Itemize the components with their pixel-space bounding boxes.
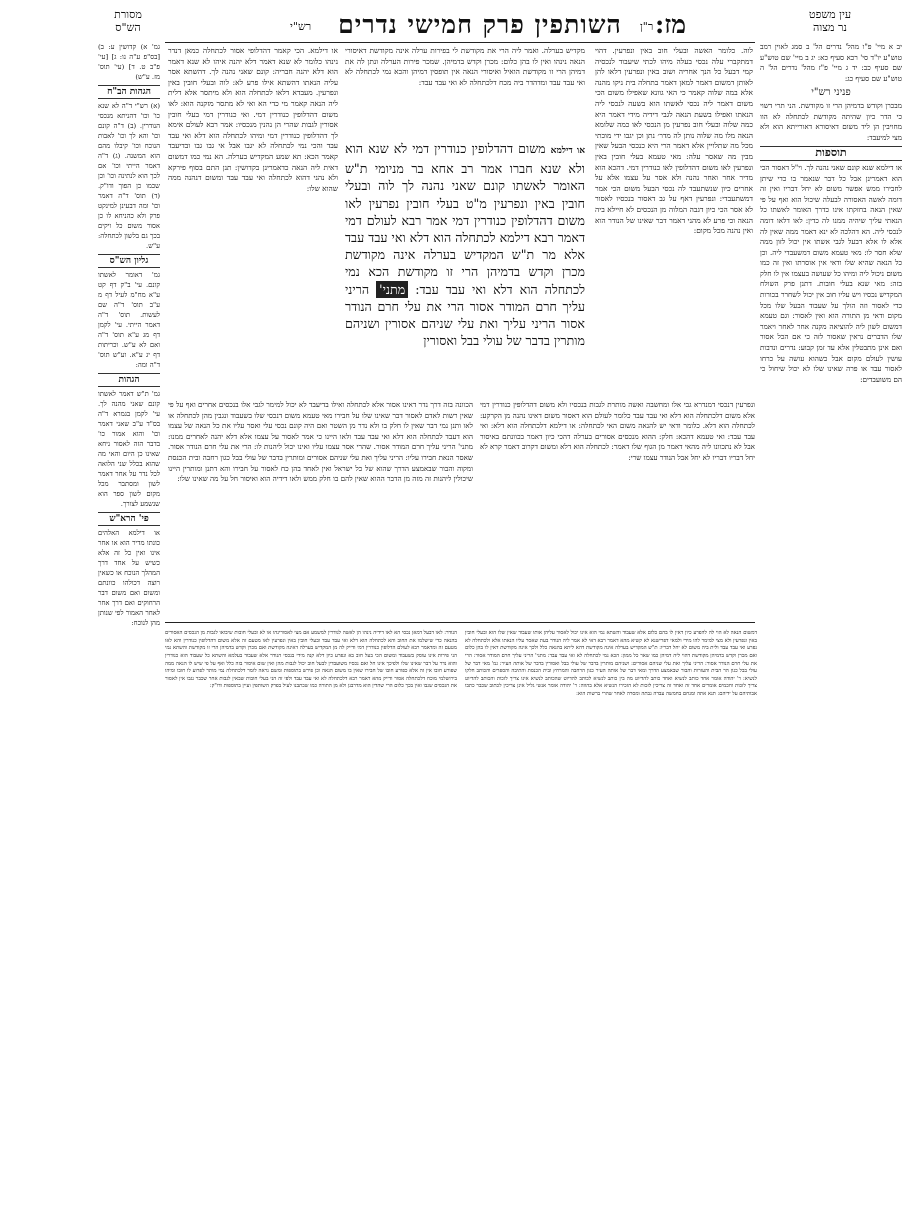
rashi-text-3: מקדיש בערלה. ואמר ליה הרי את מקודשת לי בפירות ערלה אינה מקודשת דאיסורי הנאה נינהו ואין לו בהן כלום: מכרן וקדש בדמיהן. שמכר פירות הערלה ונתן לה את דמיהן הרי זו מקודשת הואיל ואיסורי הנאה אין תופסין דמיהן והכא נמי לכתחלה לא ואי עבד עבד ומדהדר ביה מכח דלכתחלה לא ואי עבד עבד:: [345, 46, 585, 87]
gemara-opener: או דילמא: [550, 146, 585, 156]
hagahot-title: הגהות: [98, 373, 160, 387]
pirush-title: פי' הרא"ש: [98, 512, 160, 526]
hagahot-habach-text: (א) רש"י ד"ה לא שנא כו' וכו' דהניתא מנכסי הנודרין. (ב) ד"ה קונם וכו' והא לך וכו' לאבות הנוכח וכו' קיבלו מהם הוא המשנה. (ג) ד"ה דאמר הייתי וכו' אם לכך הוא לנתינה וכו' וכן שכמו כן הפוך ודו"ק. (ד) תוס' ד"ה דאמר וכו' ומה דבעינן למינקט פרק ולא כהניחא לו כן אסור משום כל ויקים בכך גם בלשון לכתחלה: ע"ש.: [98, 102, 160, 250]
gemara-text-b: הריני עליך חרם המודר אסור הרי את עלי חרם הנודר אסור הריני עליך ואת עלי שניהם אסורין ושניהם מותרין בדבר של עולי בבל ואסורין: [345, 281, 585, 349]
page-number: מז:: [655, 10, 687, 39]
ein-mishpat-text: יב א מיי' פ"ו מהל' נדרים הל' ב סמג לאוין רמב טוש"ע יו"ד סי' רכא סעיף כא: יג ב מיי' שם טוש"ע שם סעיף כב: יד ג מיי' פ"ז מהל' נדרים הל' ה טוש"ע שם סעיף כג:: [760, 42, 902, 83]
ein-mishpat-header: עין משפט נר מצוה: [808, 8, 852, 34]
gemara-text: [345, 140, 585, 398]
header-divider: [165, 42, 755, 43]
mishna-marker: מתני': [376, 281, 408, 298]
pninei-rashi-title: פניני רש"י: [811, 87, 851, 99]
rashi-continuation: [345, 46, 585, 138]
rashi-lower: [480, 400, 755, 620]
rashi-text-2: ונפרעין דנכסי דמנדרא גבי אלו ומחשבה ואשה מותרת לגבות בנכסיו ולא משום דהדלופין כנודרין דמי אלא משום דלכתחלה הוא דלא ואי עבד עבד כלומר לעולם הוא דאסור משום דאינו נהנה מן הקרקע: לכתחלה הוא דלא. כלומר ודאי יש להנאה משום האי לכתחלה: או דילמא דלכתחלה הוא דלא: ואי עבד עבד: ואי טעמא דהכא: חלק: ההוא מנכסים אסורים בערלה דהכי כיון דאמר בכוונתם באיסור אבל לא נתכוונו ליה מהאי דאמר מן הגוף שלו דאמר: לכתחלה הוא דלא ומשום דקרוב דאמר קרא לא יחל דבריו דבריו לא יחל אבל הנודר עצמו שרי:: [480, 400, 755, 462]
rashi-header-label: רש"י: [290, 20, 312, 33]
ran-text-2: הכוונה בזה דרך נדר דאינו אסור אלא לכתחלה ואילו בדיעבד לא יכול למימר לגבי אלו בנכסים אחרים ואף על פי שאין רשות לאדם לאסור דבר שאינו שלו על חבירו מאי טעמא משום דנכסי שלו בשעבוד ונגבין מהן לכתחלה או לאו ותנן נמי דבר שאין לו חלק בו ולא נדר מן השטר ואם היה קונם נכסי עלי ואסר עליו את כל הנאה של עצמו הוא דעבד לכתחלה הוא דלא ואי עבד עבד ולאו היינו כי אמר לאסור על עצמו אלא דלא יהנה לאחרים ממנו: מתני' הריני עליך חרם המודר אסור. שהרי אסר עצמו עליו ואינו יכול ליהנות לו: הרי את עלי חרם הנודר אסור. שאסר הנאת חבירו עליו: הריני עליך ואת עלי שניהם אסורים ומותרין בדבר של עולי בבל כגון רחבה ובית הכנסת ומקוה והבור שבאמצע הדרך שהוא של כל ישראל ואין לאחד בהן כח לאסור על חבירו והא דתנן ומותרין היינו שיכולין ליהנות זה מזה מן הדבר ההוא שאין להם בו חלק ממש ולאו דידיה הוא ואיסור חל על מה שאינו שלו:: [168, 400, 473, 484]
gilyon-text: גמ' דאומר לאשתו קונם. עי' ב"ק דף קט ע"א מח"מ לעיל דף מ ע"ב תוס' ד"ה שם לעשות. תוס' ד"ה דאמר הייתי. עי' לקמן דף מג ע"א תוס' ד"ה ואם לא ע"ש. וכריתות דף יג ע"א. וע"ש תוס' ד"ה ומה:: [98, 271, 160, 369]
bottom-text-left: הנודר: לאו דבעל דמאן נכסי הא לאו דידיה נינהו הן לאשה לנודרין למשמע אם מצי לאסורינהו או לא ובעלי חובות שיבואו לגבות מן הנכסים האסורים בהנאה כדי שישלמו את החוב והא לכתחלה הוא דלא ואי עבד עבד ובעלי חובין באין ונפרעין לאו מטעם זה אלא משום דהדלופין כנודרין והא לאו מטעם זה ומדאמר רבא לעולם הדלופין כנודרין דמי ודייק לה מן המקדיש בערלה דאינה מקודשת ואם מכרן וקדש בדמיהן הרי זו מקודשת והשתא נמי הני פירות אינו עוסק בשעבוד ומשום הכי בעל חוב בא ונפרע כיון דלא קנה מידי בנכסי הנודר אלא שעבוד בעלמא והשתא כל שעבוד הוא כנודרין והוא נדר על דבר שאינו שלו ולפיכך אינו חל ואם נכסיו משועבדין לבעל חוב יכול לגבות מהן ואין שום איסור בזה כלל ואף על פי שיש לו הנאה ממה שפורע חובו אין זה אלא כפורע חובו של חבירו שאין בו משום הנאה וכן פירש בתוספות ומשם נראה לומר דלכתחלה נמי מותר לפרוע לו חובו ומיהו בירושלמי מוכח דלכתחלה אסור ודייק מהא דאמר רבא דלכתחלה לא ואי עבד עבד ולפי זה הני בעלי חובות שבאין לגבות אחר שכבר נגבו אין לאסור את הנכסים שגבו ואין בכך כלום הרי שהדין הוא מדרבנן ולא מן התורה כמו שכתבנו לעיל בפרק השותפין ועיין בתוספות ודו"ק:: [165, 630, 457, 690]
ran-text-1: או דילמא. הכי קאמר דהדלופי אסור לכתחלה כמאן דנדר נינהו כלומר לא שנא דאמר דלא יהנה איהו לא שנא דאמר הוא דלא יהנה חבריה: קונם שאני נהנה לך. דהשתא אסר עליה הנאתו דהשתא אילו פרע לא: לוה ובעלי חובין באין ונפרעין. מעבדא דלאו לכתחלה הוא ולא מיתסר אלא דלית ליה הנאה קאמר מי כדי הא ואי לא מתסר מזקנה הוא: לאו משום דהדלופין כנודרין דמי. ואי כנודרין דמי בעלי חובין אסורין לגבות שהרי הן נהנין מנכסיו: אמר רבא לעולם אימא לך דהדלופין כנודרין דמי ומיהו לכתחלה הוא דלא ואי עבד עבד והכי נמי לכתחלה לא יגבו אבל אי גבו גבו ובדיעבד קאמר הכא: תא שמע המקדיש בערלה. הא נמי כמו דמשום דאית ליה הנאה כדאמרינן בקדושין: תנן התם בסוף פירקא ולא נהני דהוא לכתחלה ואי עבד עבד ומשום דנהנה ממה שהוא שלו:: [168, 46, 338, 193]
bottom-commentary-left: [165, 625, 457, 1215]
tosafot-text: או דילמא שנא קונם שאני נהנה לך. וי"ל דאסור הכי הוא דאמרינן אבל כל דבר שנאמר בו כדי שיתן לחבירו ממש אפשר משום לא יחל דבריו ואין זה דומה לאשה האסורה לבעלה שיכול הוא ואף על פי שאין הנאה בחזקתו אינו כדרך האומר לאשתו כל הנאתי עליך שיהיה ממנו לה כדין: לאו דלאו דומה לנכסי ליה. הא דהלכה לא ינא דאמר ממה שאין לה אלא לו אלא דבעל לגבי אשתו אין יכול לזון ממה שלא חסר לו: מאי טעמא משום דמשעבדי ליה. וכן כל הנאה שהיא שלו ודאי אין אוסרתו ואין זה כמו משום ניכול ליה ומיהו כל שעושה בעצמו אין לו חלק בזה: מאי שנא בעלי חובות. דתנן פרק השולח המקדיש נכסיו ויש עליו חוב אין יכול לשחרר בכורות כדי לאסור וזה הולך על שעבוד הבעל שלו מכל מקום ודאי מן התורה הוא ואין לאסור: וגם טעמא דמשום לשון ליה להוציאה מקנה אחר לאחר ויאמר שלו הדברים נראין שאסור לזה כי אם הכל אסור ואם אינן מתבטלין אלא עד זמן קבוע: נדרים ונדבות עושין לעולם מקום אבל כשהוא עושה על כרחו לאסור עבד או פרה שאינו שלו לא יכול שיחול כי הם משועבדים:: [760, 162, 902, 384]
bottom-text-right: דמשום הנאה לא הוי לה להפרע כיון דאין לו בהם כלום אלא שעבוד והשתא נמי הוא אינו יכול לאסור עליהן אותו שעבוד שאין שלו הוא ובעלי חובין באין ונפרעין ולא מצי למימר להו מידי ולמאי דפרישנא לא קשיא מהא דאמר רבא דאי לא אמר ליה הנודר בעת שאסר עליו הנאתו אלא ולכתחלה לא נפרע ואי עבד עבד ולית ביה משום לא יחל דבריו: ת"ש המקדיש בערלה אינה מקודשת דהא ליתא בהנאה כלל ולכך אינה מקודשת דאין לו בהן כלום ואם מכרן וקדש בדמיהן מקודשת דהוי ליה דמיהן כמו שאר כל ממון: הכא נמי לכתחלה לא ואי עבד עבד: מתני' הריני עליך חרם המודר אסור: הרי את עלי חרם הנודר אסור: הריני עליך ואת עלי שניהם אסורים: ושניהם מותרין בדבר של עולי בבל ואסורין בדבר של אותה העיר: גמ' מאי דבר של עולי בבל כגון הר הבית והעזרות והבור שבאמצע הדרך ומאי דבר של אותה העיר כגון הרחבה והמרחץ ובית הכנסת והתיבה והספרים והכותב חלקו לנשיא: ר' יהודה אומר אחד כותב לנשיא ואחד כותב להדיוט מה בין כותב לנשיא לכותב להדיוט שהכותב לנשיא אינו צריך לזכות והכותב להדיוט צריך לזכות וחכמים אומרים אחד זה ואחד זה צריכין לזכות לא הזכירו הנשיא אלא בהווה: ר' יהודה אומר אנשי גליל אינן צריכין לכתוב שכבר כתבו אבותיהם על ידיהם: תנא אתה ומנחם בחמשה עבדה גבתה ומסרה לאחר שהרי ברשות הוא:: [465, 630, 757, 697]
pirush-text: או דילמא האלהים כונתו מדיר הוא או אחר אינו ואין כל זה אלא כשיש על אחד דרך המהלך הנוכח או כשאין רוצה דכולהו כוונתם ומשום ואם משום דבר הרחוקים ואם דרך אחר לאחר האמור לפי שנותן מהן לנוכח:: [98, 529, 160, 627]
bottom-commentary-right: [465, 625, 757, 1215]
right-sidebar: [760, 42, 902, 617]
bottom-divider: [165, 622, 755, 623]
gemara-text-a: משום דהדלופין כנודרין דמי לא שנא הוא ולא שנא חברו אמר רב אחא בר מניומי ת"ש האומר לאשתו קונם שאני נהנה לך לוה ובעלי חובין באין ונפרעין מ"ט בעלי חובין נפרעין לאו משום דהדלופין כנודרין דמי אמר רבא לעולם דמי דאמר רבא דילמא לכתחלה הוא דלא ואי עבד עבד אלא מר ת"ש המקדיש בערלה אינה מקודשת מכרן וקדש בדמיהן הרי זו מקודשת הכא נמי לכתחלה הוא דלא ואי עבד עבד:: [345, 141, 585, 297]
ran-lower: [168, 400, 473, 620]
hagahot-text: גמ' ת"ש דאמר לאשתו קונם שאני מהנה לך. עי' לקמן בגמרא ד"ה בס"ד ע"ב שאני דאמר וכו' והוא אמור כו' בדבר הזה לאסור ניחא שאינו כן היום והאי מה שהוא בכלל שני הלואה לכל נדר על אחר דאמר לשון ומסתבר מכל מקום לשון ספר הוא שנשמע לצורך.: [98, 390, 160, 508]
pninei-rashi-text: מבכרן וקודש בדמיהן הרי זו מקודשת. הני תרי דשוי כי הדר כיון שהיתה מקודשת לכתחלה לא הוו מחויבין הן ליד משום דאיסורא דאורייתא הוא ולא מצי למיעבד:: [760, 100, 902, 142]
hagahot-habach-title: הגהות הב"ח: [98, 85, 160, 99]
ran-commentary: [168, 46, 338, 396]
rashi-text-1: לוה. כלומר האשה ובעלי חוב באין ונפרעין. דהוי דמתקברי עלה נכסי בעלה מיהו לכתי שיעבוד לנכסיה קמי דבעל כל הנך אחריה ושוב באין ונפרעין דלאו להן לאותן דמשום דאמר למאן דאמר בתחלה בית ניקו מהנה אלא במה שלוה קאמר כי האי גוונא שאפילו משום הכי משום דאמר ליה נכסי לאשתו הוא בשעה לנכסי ליה הנאתו ואפילו בשעת הנאה לגבי דידיה מידי דאמר היא כמה שלוה ובעלי חוב נפרעין מן הנכסי לאו כמה שלומא הנאה מלו מה שלוה נותן לה מדר׳ נתן וכן יגבו ידי מוכתי מכל מה שתלויין אלא דאמר הרי היא כנכסי הבעל שאין מבין מה שאסר עלה: מאי טעמא בעלי חובין באין ונפרעין לאו משום דהדלופין לאו כנודרין דמי. דהכא הוא מדיר אחר ואחר נהנה ולא אסר על עצמו אלא על אחרים כיון שנשתעבד לה נכסי הבעל משום הכי אמר דמשתעבדי: ונפרעין דאף על גב דאסור בנכסיו לאסור לא אסר הכי כיון דגבה המלוה מן הנכסים לא חיילא ביה הנאה וכי פרע לא מהני דאמר דבר שאינו של הנודר הוא ואין נהנה מכל מקום:: [595, 46, 753, 236]
left-sidebar: [98, 42, 160, 627]
page-title: השותפין פרק חמישי נדרים: [338, 10, 622, 39]
ran-header-label: ר"ן: [640, 20, 654, 33]
mesoret-header: מסורת הש"ס: [114, 8, 142, 34]
mesoret-text: גמ' א) קדושין ע: ב) [בס"פ ע"ה נו: ג] [עי' פ"ב ט. ד] (עי' תוס' מז. ע"ש): [98, 43, 160, 81]
tosafot-title: תוספות: [760, 146, 902, 161]
gilyon-title: גליון הש"ס: [98, 254, 160, 268]
